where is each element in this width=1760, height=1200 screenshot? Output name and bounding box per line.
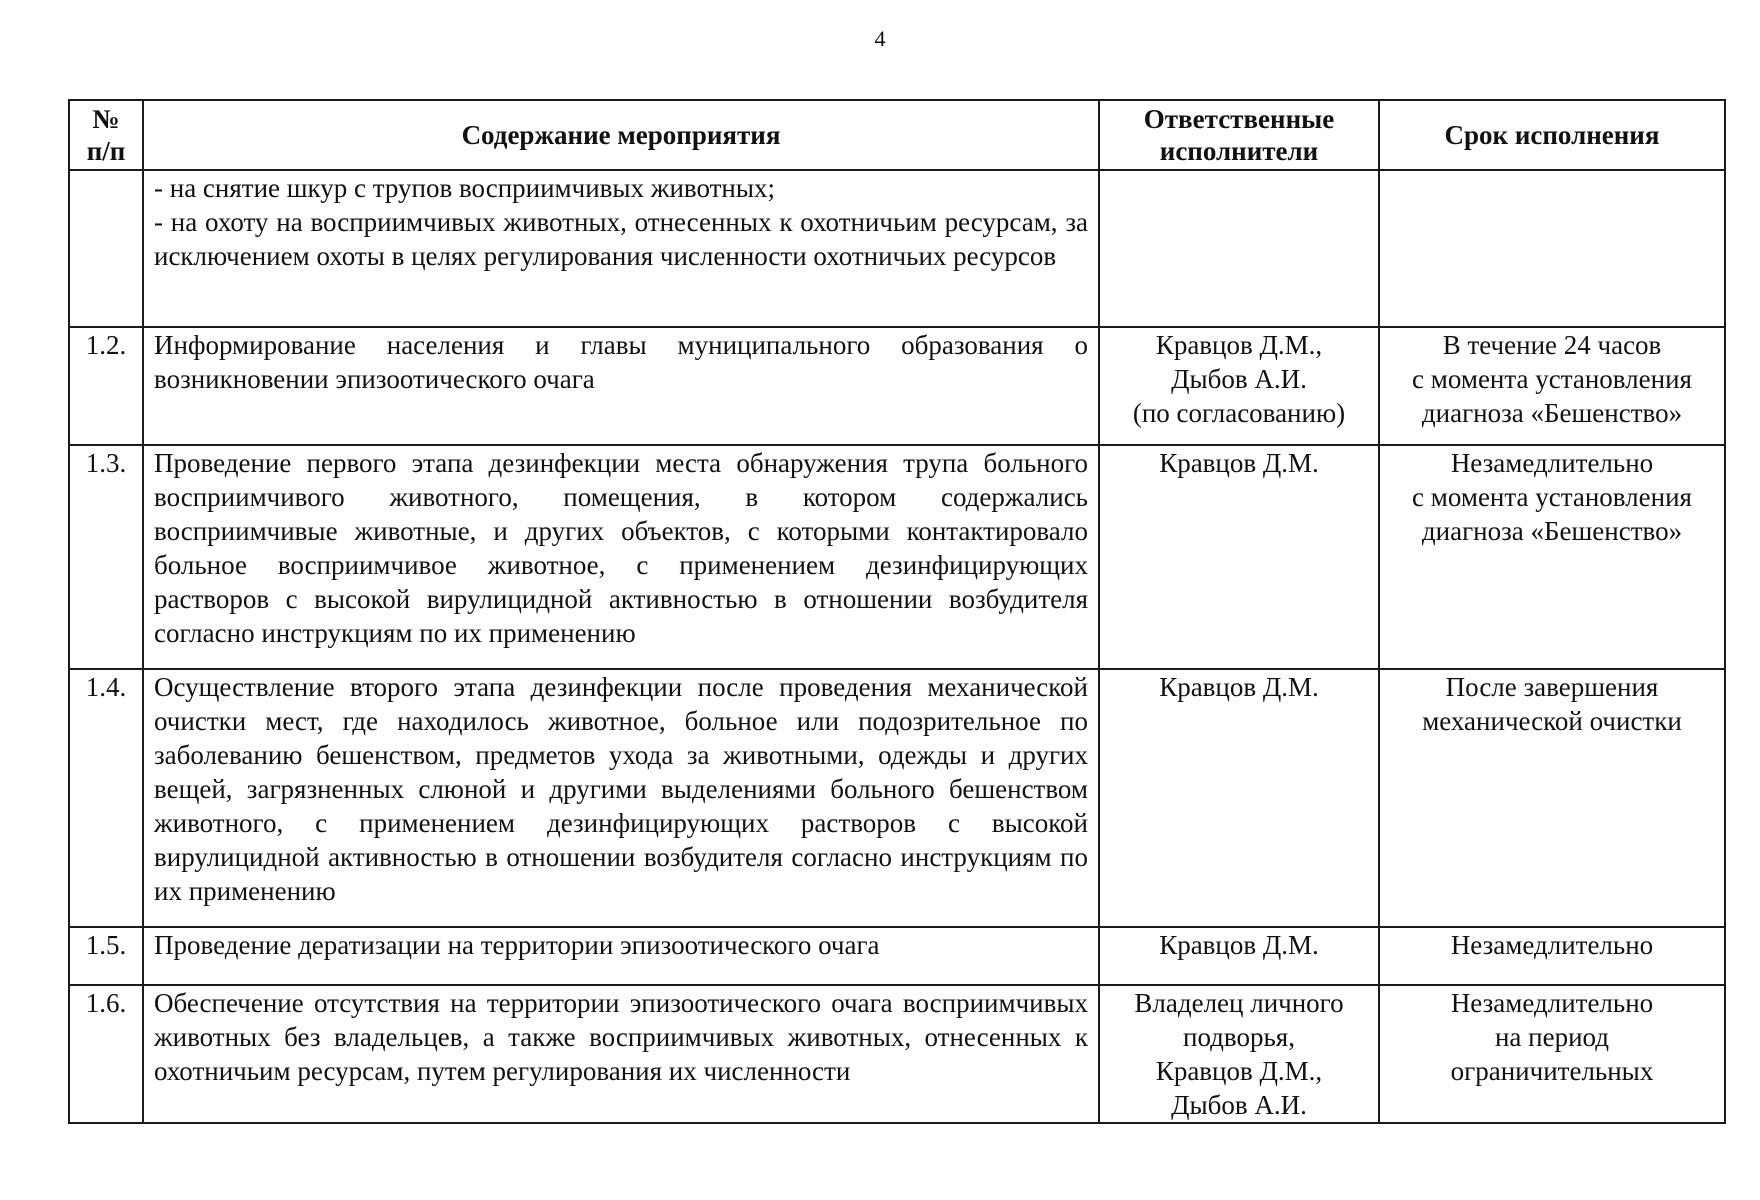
responsible-line: подворья, <box>1183 1022 1295 1052</box>
deadline-line: После завершения <box>1445 672 1659 702</box>
row-deadline <box>1379 170 1725 327</box>
row-content-paragraph: Информирование населения и главы муниципального образования о возникновении эпизоотического очага <box>154 330 1088 394</box>
header-number-line-2: п/п <box>86 136 126 166</box>
row-deadline <box>1379 985 1725 1123</box>
row-responsible <box>1099 327 1379 445</box>
row-content-paragraph: Осуществление второго этапа дезинфекции после проведения механической очистки мест, где находилось животное, больное или подозрительное по заболеванию бешенством, предметов ухода за животными, одежды и других вещей, загрязненных слюной и другими выделениями больного бешенством животного, с применением дезинфицирующих растворов с высокой вирулицидной активностью в отношении возбудителя согласно инструкциям по их применению <box>154 672 1088 906</box>
row-content <box>143 927 1099 985</box>
header-deadline: Срок исполнения <box>1379 100 1725 170</box>
row-content <box>143 445 1099 669</box>
row-number: 1.6. <box>69 985 143 1123</box>
table-header-row <box>69 100 1725 170</box>
table-row <box>69 927 1725 985</box>
row-responsible <box>1099 669 1379 927</box>
header-number-line-1: № <box>92 104 120 134</box>
row-content-paragraph: Обеспечение отсутствия на территории эпизоотического очага восприимчивых животных без владельцев, а также восприимчивых животных, отнесенных к охотничьим ресурсам, путем регулирования их численности <box>154 988 1088 1086</box>
responsible-line: Дыбов А.И. <box>1171 364 1307 394</box>
deadline-line: В течение 24 часов <box>1442 330 1662 360</box>
responsible-line: Кравцов Д.М. <box>1159 672 1319 702</box>
deadline-line: диагноза «Бешенство» <box>1421 398 1683 428</box>
row-content <box>143 669 1099 927</box>
row-content <box>143 170 1099 327</box>
deadline-line: Незамедлительно <box>1450 988 1654 1018</box>
row-number: 1.5. <box>69 927 143 985</box>
header-responsible <box>1099 100 1379 170</box>
page-number: 4 <box>874 26 886 51</box>
row-content-paragraph: - на снятие шкур с трупов восприимчивых животных; <box>154 173 776 203</box>
row-deadline <box>1379 669 1725 927</box>
responsible-line: (по согласованию) <box>1132 398 1346 428</box>
row-deadline <box>1379 327 1725 445</box>
row-content <box>143 985 1099 1123</box>
row-responsible <box>1099 170 1379 327</box>
table-row <box>69 327 1725 445</box>
deadline-line: механической очистки <box>1422 706 1682 736</box>
header-responsible-line-2: исполнители <box>1159 136 1319 166</box>
row-deadline <box>1379 927 1725 985</box>
responsible-line: Кравцов Д.М., <box>1155 330 1323 360</box>
row-content-paragraph: - на охоту на восприимчивых животных, отнесенных к охотничьим ресурсам, за исключением охоты в целях регулирования численности охотничьих ресурсов <box>154 207 1088 271</box>
deadline-line: с момента установления <box>1412 482 1692 512</box>
responsible-line: Дыбов А.И. <box>1171 1090 1307 1120</box>
row-deadline <box>1379 445 1725 669</box>
deadline-line: Незамедлительно <box>1450 930 1654 960</box>
row-number: 1.4. <box>69 669 143 927</box>
table-row <box>69 669 1725 927</box>
row-content-paragraph: Проведение дератизации на территории эпизоотического очага <box>154 930 880 960</box>
deadline-line: с момента установления <box>1412 364 1692 394</box>
table-row <box>69 170 1725 327</box>
row-responsible <box>1099 985 1379 1123</box>
responsible-line: Кравцов Д.М., <box>1155 1056 1323 1086</box>
table-row <box>69 985 1725 1123</box>
header-number <box>69 100 143 170</box>
deadline-line: на период <box>1494 1022 1610 1052</box>
row-number <box>69 170 143 327</box>
deadline-line: ограничительных <box>1450 1056 1654 1086</box>
deadline-line: диагноза «Бешенство» <box>1421 516 1683 546</box>
row-responsible <box>1099 445 1379 669</box>
row-responsible <box>1099 927 1379 985</box>
table-row <box>69 445 1725 669</box>
deadline-line: Незамедлительно <box>1450 448 1654 478</box>
row-number: 1.2. <box>69 327 143 445</box>
row-number: 1.3. <box>69 445 143 669</box>
header-content: Содержание мероприятия <box>143 100 1099 170</box>
responsible-line: Владелец личного <box>1134 988 1344 1018</box>
measures-table <box>68 99 1726 1124</box>
header-responsible-line-1: Ответственные <box>1143 104 1335 134</box>
row-content <box>143 327 1099 445</box>
responsible-line: Кравцов Д.М. <box>1159 930 1319 960</box>
responsible-line: Кравцов Д.М. <box>1159 448 1319 478</box>
row-content-paragraph: Проведение первого этапа дезинфекции места обнаружения трупа больного восприимчивого животного, помещения, в котором содержались восприимчивые животные, и других объектов, с которыми контактировало больное восприимчивое животное, с применением дезинфицирующих растворов с высокой вирулицидной активностью в отношении возбудителя согласно инструкциям по их применению <box>154 448 1088 648</box>
